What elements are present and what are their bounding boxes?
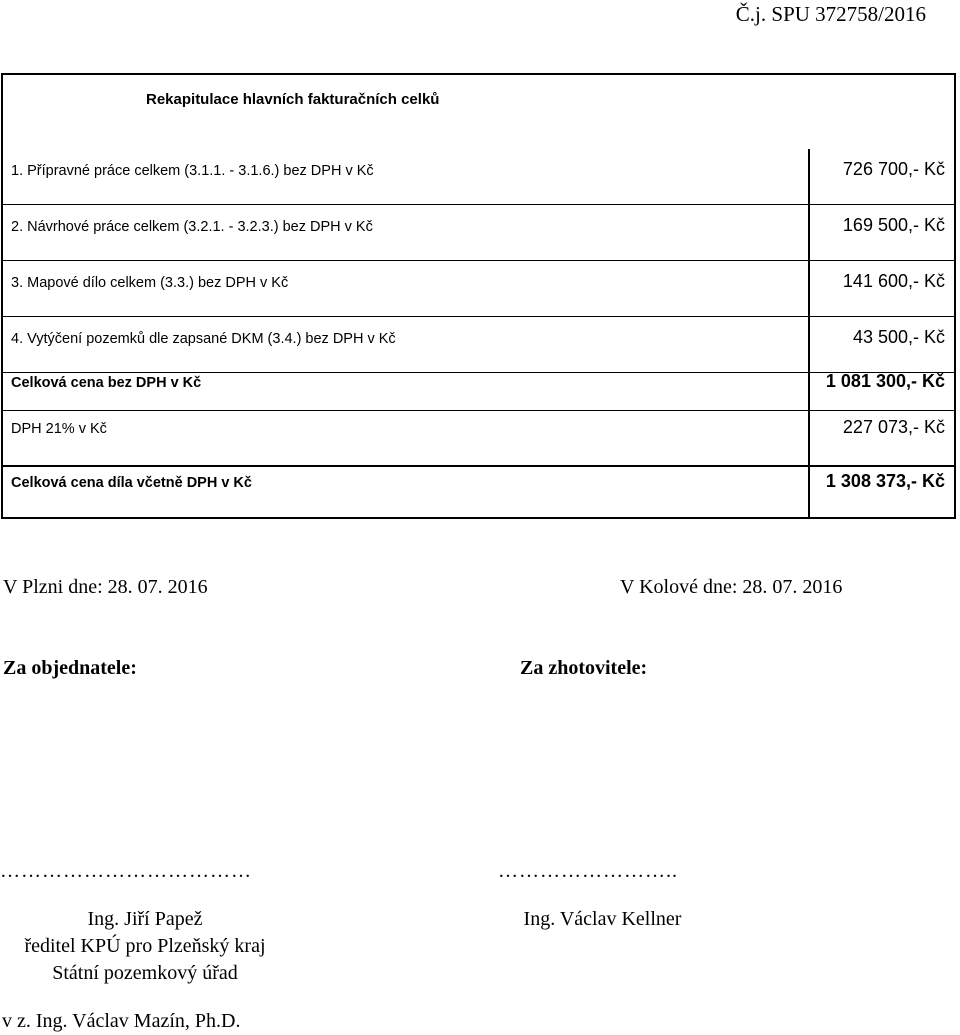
row-value: 43 500,- Kč	[852, 327, 945, 347]
row-value: 169 500,- Kč	[842, 215, 945, 235]
row-label: 1. Přípravné práce celkem (3.1.1. - 3.1.6.) bez DPH v Kč	[11, 163, 374, 179]
place-date-left: V Plzni dne: 28. 07. 2016	[3, 576, 208, 598]
recap-table	[1, 73, 956, 519]
row-label: 3. Mapové dílo celkem (3.3.) bez DPH v Kč	[11, 275, 289, 291]
table-row	[3, 467, 954, 523]
signer-title: ředitel KPÚ pro Plzeňský kraj	[24, 935, 266, 957]
footer-signer: v z. Ing. Václav Mazín, Ph.D.	[2, 1010, 241, 1032]
table-row	[3, 149, 954, 205]
row-label: 2. Návrhové práce celkem (3.2.1. - 3.2.3.) bez DPH v Kč	[11, 219, 373, 235]
party-label-right: Za zhotovitele:	[520, 657, 648, 679]
party-label-left: Za objednatele:	[3, 657, 137, 679]
recap-title: Rekapitulace hlavních fakturačních celků	[146, 91, 440, 108]
row-value: 227 073,- Kč	[842, 417, 945, 437]
signature-line-left: ………………………………	[0, 860, 252, 882]
document-reference: Č.j. SPU 372758/2016	[735, 2, 926, 26]
row-value: 726 700,- Kč	[842, 159, 945, 179]
table-row	[3, 261, 954, 317]
row-label: Celková cena bez DPH v Kč	[11, 375, 202, 391]
signature-block-left	[0, 906, 290, 987]
row-label: DPH 21% v Kč	[11, 421, 107, 437]
signer-organization: Státní pozemkový úřad	[52, 962, 238, 984]
table-row	[3, 355, 954, 411]
signer-name: Ing. Jiří Papež	[87, 908, 203, 930]
row-value: 1 081 300,- Kč	[825, 371, 945, 391]
row-label: 4. Vytýčení pozemků dle zapsané DKM (3.4.) bez DPH v Kč	[11, 331, 396, 347]
signature-block-right	[500, 906, 705, 933]
table-row	[3, 205, 954, 261]
row-value: 1 308 373,- Kč	[825, 471, 945, 491]
row-value: 141 600,- Kč	[842, 271, 945, 291]
signature-line-right: ……………………..	[498, 860, 678, 882]
place-date-right: V Kolové dne: 28. 07. 2016	[620, 576, 843, 598]
table-row	[3, 411, 954, 467]
row-label: Celková cena díla včetně DPH v Kč	[11, 475, 252, 491]
signer-name: Ing. Václav Kellner	[523, 908, 682, 930]
